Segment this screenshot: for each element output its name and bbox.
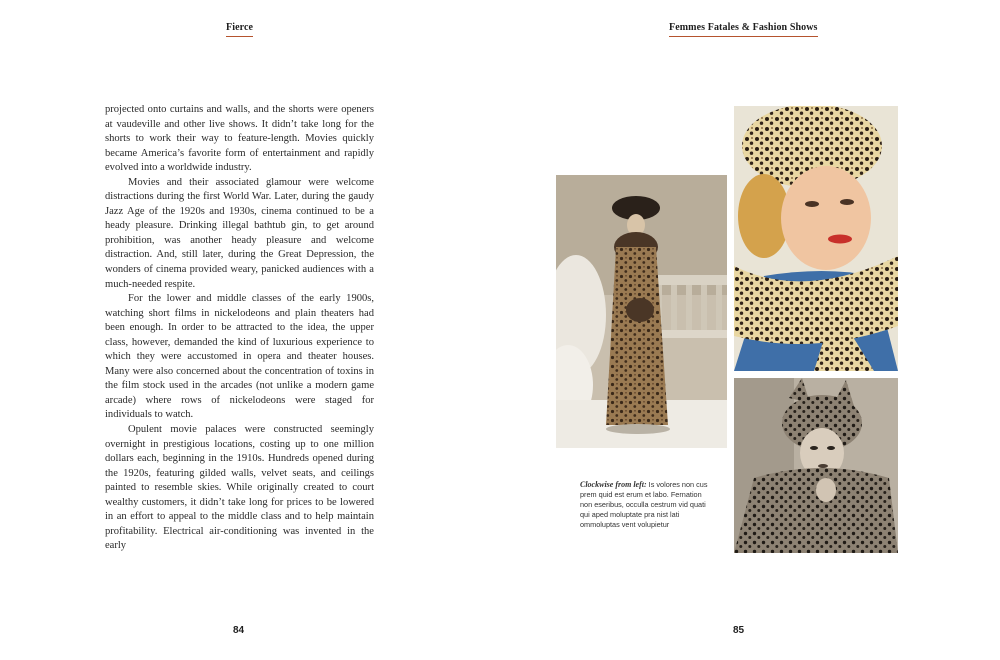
caption-text: Is volores non cus prem quid est erum et labo. Fernation non eseribus, occulla cestrum vid quati qui aped moluptate pra nist lati ommoluptas vent volupietur [580, 480, 708, 529]
body-text-column [105, 103, 374, 554]
photo-woman-leopard-coat [556, 175, 727, 448]
photo-illustrated-leopard-hat [734, 106, 898, 371]
body-paragraph: projected onto curtains and walls, and the shorts were openers at vaudeville and other live shows. It didn’t take long for the shorts to work their way to feature-length. Movies quickly became America’s favorite form of entertainment and rapidly evolved into a worldwide industry. [105, 104, 374, 174]
page-number-left: 84 [233, 625, 245, 636]
photo-caption [580, 480, 710, 530]
body-paragraph: Movies and their associated glamour were welcome distractions during the first World War. Later, during the gaudy Jazz Age of the 1920s and 1930s, cinema continued to be a heady pleasure. Drinking illegal bathtub gin, to get around prohibition, was another heady pleasure and welcome distraction. And, still later, during the Great Depression, the wonders of cinema provided weary, panicked audiences with a much-needed respite. [105, 176, 374, 290]
caption-lead: Clockwise from left: [580, 480, 647, 489]
body-paragraph: Opulent movie palaces were constructed seemingly overnight in prestigious locations, costing up to one million dollars each, beginning in the 1910s. Hundreds opened during the 1920s, featuring gilded walls, velvet seats, and ceilings painted to resemble skies. While originally created to court wealthy customers, it didn’t take long for prices to be lowered in an effort to appeal to the middle class and to help maintain profitability. Electrical air-conditioning was invented in the early [105, 424, 374, 552]
body-paragraph: For the lower and middle classes of the early 1900s, watching short films in nickelodeons and plain theaters had been enough. In order to be attracted to the idea, the upper class, however, demanded the kind of luxurious experience to which they were accustomed in opera and theater houses. Many were also concerned about the concentration of toxins in the film stock used in the arcades (not unlike a modern game arcade) where rows of nickelodeons were staged for individuals to watch. [105, 293, 374, 421]
page-number-right: 85 [733, 625, 745, 636]
running-head-right: Femmes Fatales & Fashion Shows [669, 22, 818, 37]
photo-leopard-hood [734, 378, 898, 553]
running-head-left: Fierce [226, 22, 253, 37]
